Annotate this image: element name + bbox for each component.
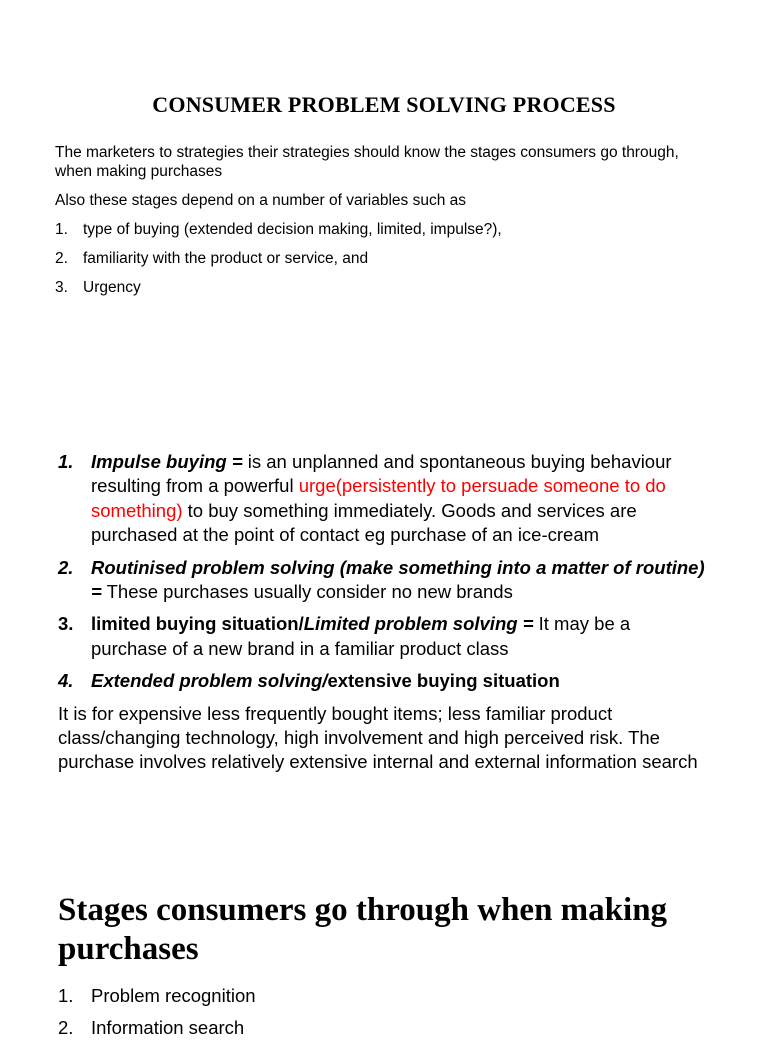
list-item — [55, 278, 715, 297]
list-body — [91, 612, 708, 661]
list-number: 3. — [58, 613, 74, 635]
list-item — [55, 249, 715, 268]
buying-type-impulse — [58, 450, 708, 548]
buying-types-section — [58, 450, 708, 775]
list-text: type of buying (extended decision making, limited, impulse?), — [83, 221, 502, 238]
definition-text: to buy something immediately. Goods and services are purchased at the point of contact eg purchase of an ice-cream — [91, 499, 637, 546]
buying-type-extended — [58, 669, 708, 693]
list-text: Urgency — [83, 279, 141, 296]
list-number: 1. — [55, 221, 68, 238]
intro-paragraph-2: Also these stages depend on a number of variables such as — [55, 192, 467, 209]
buying-type-limited — [58, 612, 708, 661]
term: Impulse buying = — [91, 451, 243, 472]
intro-paragraph-1: The marketers to strategies their strategies should know the stages consumers go through, when making purchases — [55, 144, 679, 180]
list-item — [55, 220, 715, 239]
list-body — [91, 669, 708, 693]
list-number: 4. — [58, 670, 74, 692]
extended-description: It is for expensive less frequently bought items; less familiar product class/changing technology, high involvement and high perceived risk. The purchase involves relatively extensive internal and external information search — [58, 702, 698, 773]
buying-types-list — [58, 450, 708, 694]
list-number: 2. — [55, 250, 68, 267]
term: limited buying situation/ — [91, 613, 304, 635]
list-number: 1. — [58, 451, 74, 472]
term: extensive buying situation — [327, 670, 560, 692]
list-number: 2. — [58, 1017, 74, 1038]
highlighted-text: urge(persistently to persuade someone to do something) — [91, 475, 666, 521]
stages-heading: Stages consumers go through when making purchases — [58, 892, 668, 967]
definition-text: It may be a purchase of a new brand in a familiar product class — [91, 613, 631, 659]
list-body — [91, 450, 708, 548]
variables-list — [55, 220, 715, 297]
list-item — [58, 1016, 718, 1040]
page-title: CONSUMER PROBLEM SOLVING PROCESS — [152, 92, 616, 117]
list-body — [91, 556, 708, 605]
stages-list — [58, 984, 718, 1040]
buying-type-routinised — [58, 556, 708, 605]
list-item — [58, 984, 718, 1008]
list-number: 2. — [58, 556, 74, 578]
definition-text: These purchases usually consider no new brands — [101, 581, 513, 603]
term: Limited problem solving = — [303, 613, 534, 635]
stages-section — [58, 984, 718, 1048]
list-text: Information search — [91, 1017, 245, 1038]
list-number: 1. — [58, 985, 74, 1006]
term: Routinised problem solving (make something into a matter of routine) = — [91, 556, 705, 603]
definition-text: is an unplanned and spontaneous buying behaviour resulting from a powerful — [91, 451, 672, 497]
list-number: 3. — [55, 279, 68, 296]
intro-section — [55, 143, 715, 307]
list-text: familiarity with the product or service, and — [83, 250, 369, 267]
term: Extended problem solving/ — [91, 670, 328, 692]
list-text: Problem recognition — [91, 985, 256, 1006]
